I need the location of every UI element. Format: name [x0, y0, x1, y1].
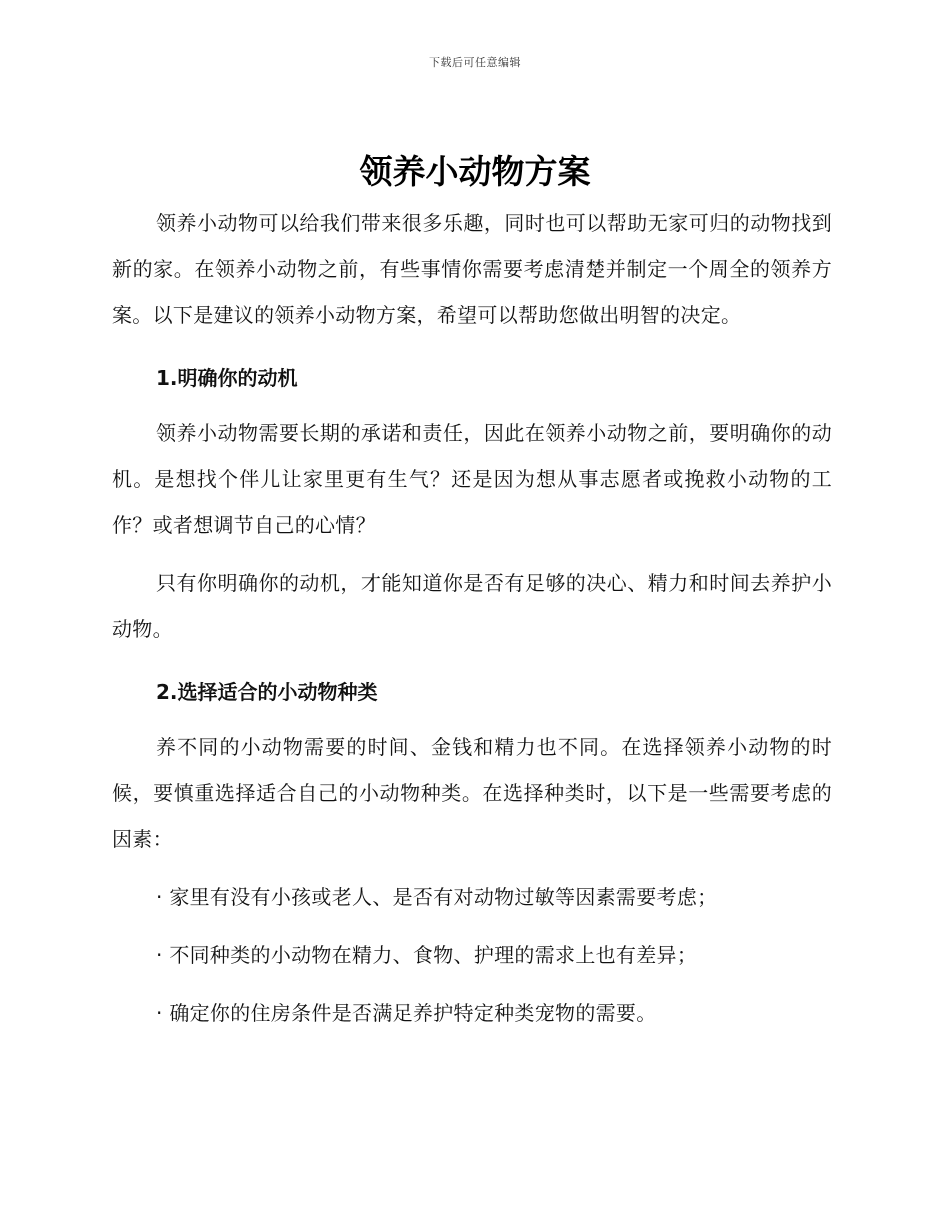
header-note: 下载后可任意编辑 — [429, 56, 521, 69]
bullet-item: · 家里有没有小孩或老人、是否有对动物过敏等因素需要考虑； — [156, 885, 718, 909]
intro-paragraph: 领养小动物可以给我们带来很多乐趣，同时也可以帮助无家可归的动物找到新的家。在领养小动物之前，有些事情你需要考虑清楚并制定一个周全的领养方案。以下是建议的领养小动物方案，希望可以帮助您做出明智的决定。 — [112, 211, 832, 327]
document-title: 领养小动物方案 — [359, 152, 591, 191]
bullet-item: · 确定你的住房条件是否满足养护特定种类宠物的需要。 — [156, 1001, 657, 1025]
bullet-gap — [112, 920, 832, 932]
section-1-paragraph-1: 领养小动物需要长期的承诺和责任，因此在领养小动物之前，要明确你的动机。是想找个伴儿让家里更有生气？还是因为想从事志愿者或挽救小动物的工作？或者想调节自己的心情？ — [112, 421, 832, 537]
paragraph-gap — [112, 862, 832, 874]
document-body — [112, 200, 832, 1036]
bullet-item: · 不同种类的小动物在精力、食物、护理的需求上也有差异； — [156, 943, 698, 967]
paragraph-gap — [112, 548, 832, 560]
section-1-heading: 1.明确你的动机 — [156, 366, 298, 390]
bullet-gap — [112, 978, 832, 990]
section-2-paragraph-1: 养不同的小动物需要的时间、金钱和精力也不同。在选择领养小动物的时候，要慎重选择适合自己的小动物种类。在选择种类时，以下是一些需要考虑的因素： — [112, 735, 832, 851]
section-2-heading: 2.选择适合的小动物种类 — [156, 680, 378, 704]
section-1-paragraph-2: 只有你明确你的动机，才能知道你是否有足够的决心、精力和时间去养护小动物。 — [112, 571, 832, 641]
